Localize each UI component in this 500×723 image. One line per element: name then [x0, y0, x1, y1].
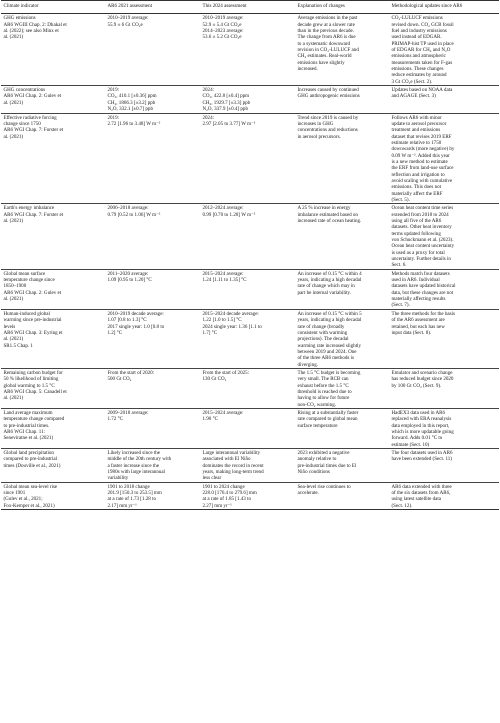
cell-text-line: 1980s with large interannual: [107, 469, 166, 476]
cell-text-line: Methods match four datasets: [391, 270, 450, 277]
cell-text-line: CO₂, 410.1 [±0.36] ppm: [107, 93, 157, 100]
cell-text-line: Niño conditions: [297, 469, 330, 476]
cell-text-line: temperature change compared: [3, 416, 65, 423]
cell-text-line: 2024:: [202, 114, 214, 121]
cell-text-line: (Sect. 5).: [391, 196, 410, 203]
cell-explanation: [295, 269, 389, 309]
cell-text-line: al. (2021): [3, 133, 24, 140]
cell-text-line: compared to pre-industrial: [3, 456, 58, 463]
cell-text-line: extended from 2018 to 2024: [391, 211, 449, 218]
cell-text-line: SR1.5 Chap. 1: [3, 342, 33, 349]
cell-text-line: 1901 to 2018 change: [107, 483, 150, 490]
cell-text-line: 2012–2024 average:: [202, 205, 244, 212]
header-explanation: Explanation of changes: [295, 1, 389, 14]
cell-text-line: Global land precipitation: [3, 450, 54, 457]
cell-text-line: al. (2022); see also Minx et: [3, 28, 59, 35]
cell-text-line: CH₄ estimates. Real-world: [297, 53, 352, 60]
table-row: [1, 309, 499, 368]
cell-explanation: [295, 408, 389, 448]
cell-text-line: An increase of 0.15 °C within 4: [297, 270, 362, 277]
cell-text-line: Sect. 6.: [391, 262, 407, 269]
cell-text-line: 228.0 [176.4 to 279.6] mm: [202, 490, 257, 497]
cell-text-line: associated with El Niño: [202, 456, 251, 463]
cell-text-line: using latest satellite data: [391, 496, 441, 503]
cell-text-line: Likely increased since the: [107, 450, 161, 457]
cell-text-line: GHG concentrations: [3, 87, 46, 94]
cell-text-line: 2015–2024 decade average:: [202, 310, 259, 317]
cell-ar6-assessment: [105, 14, 200, 86]
cell-text-line: 2024:: [202, 87, 214, 94]
cell-text-line: input data (Sect. 8).: [391, 329, 432, 336]
cell-text-line: AR6 WGI Chap. 2: Gulev et: [3, 93, 62, 100]
cell-text-line: used in AR6. Individual: [391, 277, 440, 284]
cell-text-line: concentrations and reductions: [297, 127, 358, 134]
cell-text-line: retained, but each has new: [391, 323, 445, 330]
cell-text-line: between 2019 and 2024. One: [297, 348, 357, 355]
cell-text-line: in aerosol precursors.: [297, 133, 341, 140]
cell-explanation: [295, 204, 389, 269]
cell-text-line: diverging.: [297, 361, 319, 368]
cell-text-line: 2011–2020 average:: [107, 270, 149, 277]
cell-text-line: The four datasets used in AR6: [391, 450, 453, 457]
cell-text-line: 2019:: [107, 114, 119, 121]
cell-2024-assessment: [200, 309, 295, 368]
cell-text-line: Ocean heat content time series: [391, 205, 454, 212]
cell-text-line: 1.72 °C: [107, 416, 123, 423]
cell-methodological-updates: [389, 86, 499, 113]
table-row: [1, 449, 499, 483]
cell-text-line: accelerate.: [297, 490, 319, 497]
cell-methodological-updates: [389, 408, 499, 448]
cell-text-line: Emulator and scenario change: [391, 369, 453, 376]
cell-text-line: 2009–2018 average:: [107, 409, 149, 416]
cell-text-line: estimate (Sect. 10): [391, 441, 430, 448]
cell-text-line: and AGAGE (Sect. 3): [391, 93, 436, 100]
cell-text-line: fuel and industry emissions: [391, 28, 447, 35]
cell-text-line: part be internal variability.: [297, 289, 351, 296]
cell-text-line: (Sect. 7).: [391, 302, 410, 309]
cell-text-line: AR6 WGI Chap. 2: Gulev et: [3, 289, 62, 296]
cell-methodological-updates: [389, 309, 499, 368]
cell-text-line: 2015–2024 average:: [202, 409, 244, 416]
cell-text-line: data, but these changes are not: [391, 289, 454, 296]
table-row: [1, 113, 499, 204]
cell-text-line: consistent with warming: [297, 329, 348, 336]
cell-text-line: used instead of EDGAR.: [391, 34, 442, 41]
cell-text-line: 0.99 [0.70 to 1.28] W m⁻²: [202, 211, 256, 218]
cell-methodological-updates: [389, 368, 499, 408]
cell-text-line: forward. Adds 0.01 °C to: [391, 435, 443, 442]
cell-text-line: reduce estimates by around: [391, 72, 447, 79]
cell-text-line: replaced with ERA reanalysis: [391, 416, 452, 423]
cell-explanation: [295, 86, 389, 113]
cell-text-line: 2.17] mm yr⁻¹: [107, 502, 137, 509]
cell-climate-indicator: [1, 309, 105, 368]
cell-text-line: terms updated following: [391, 230, 441, 237]
cell-text-line: treatment and emissions: [391, 127, 441, 134]
cell-text-line: 2010–2019 decade average:: [107, 310, 164, 317]
cell-text-line: 2010–2019 average:: [202, 15, 244, 22]
cell-text-line: is a new method to estimate: [391, 158, 448, 165]
cell-text-line: which is more updatable going: [391, 429, 454, 435]
cell-text-line: From the start of 2020:: [107, 369, 155, 376]
cell-text-line: A 25 % increase in energy: [297, 205, 351, 212]
header-2024-assessment: This 2024 assessment: [200, 1, 295, 14]
cell-text-line: revision in CO₂-LULUCF and: [297, 47, 359, 54]
table-row: [1, 269, 499, 309]
table-row: [1, 408, 499, 448]
cell-2024-assessment: [200, 408, 295, 448]
cell-text-line: Human-induced global: [3, 310, 50, 317]
cell-text-line: reflection and irrigation to: [391, 171, 445, 178]
cell-text-line: PRIMAP-hist TP used in place: [391, 40, 454, 47]
cell-text-line: 1901 to 2024 change: [202, 483, 245, 490]
cell-explanation: [295, 309, 389, 368]
cell-text-line: the ERF from land-use surface: [391, 165, 454, 172]
cell-text-line: Global mean sea-level rise: [3, 483, 58, 490]
cell-2024-assessment: [200, 368, 295, 408]
cell-text-line: al. (2021): [3, 296, 24, 303]
cell-ar6-assessment: [105, 449, 200, 483]
cell-ar6-assessment: [105, 204, 200, 269]
cell-text-line: 1.07 [0.8 to 1.3] °C: [107, 317, 147, 324]
cell-text-line: 2019:: [107, 87, 119, 94]
cell-text-line: 1.09 [0.95 to 1.20] °C: [107, 277, 152, 284]
cell-text-line: emissions. This does not: [391, 184, 442, 191]
cell-text-line: Fox-Kemper et al., 2021): [3, 502, 55, 509]
cell-text-line: has reduced budget since 2020: [391, 376, 454, 383]
cell-text-line: by 100 Gt CO₂ (Sect. 9).: [391, 382, 442, 389]
cell-text-line: change since 1750: [3, 120, 41, 127]
cell-text-line: middle of the 20th century with: [107, 456, 172, 463]
cell-text-line: 1.24 [1.11 to 1.35] °C: [202, 277, 247, 284]
cell-text-line: From the start of 2025:: [202, 369, 250, 376]
cell-text-line: of EDGAR for CH₄ and N₂O: [391, 47, 451, 54]
cell-text-line: 2010–2019 average:: [107, 15, 149, 22]
cell-text-line: CO₂, 422.8 [±0.4] ppm: [202, 93, 250, 100]
cell-text-line: 0.79 [0.52 to 1.06] W m⁻²: [107, 211, 161, 218]
cell-ar6-assessment: [105, 368, 200, 408]
cell-text-line: increased rate of ocean heating.: [297, 218, 362, 224]
cell-text-line: increases in GHG: [297, 120, 334, 127]
table-row: [1, 368, 499, 408]
cell-text-line: years, indicating a high decadal: [297, 317, 362, 324]
climate-indicators-table: [1, 0, 499, 510]
cell-text-line: Global mean surface: [3, 270, 46, 277]
cell-text-line: Increases caused by continued: [297, 87, 359, 94]
cell-text-line: 1850–1900: [3, 283, 27, 290]
cell-text-line: 2.27] mm yr⁻¹: [202, 502, 232, 509]
cell-text-line: datasets have updated historical: [391, 283, 456, 290]
cell-text-line: global warming to 1.5 °C: [3, 382, 55, 389]
cell-text-line: al. (2021): [3, 99, 24, 106]
cell-text-line: Follows AR6 with minor: [391, 114, 442, 121]
cell-text-line: al. (2021): [3, 34, 24, 41]
cell-text-line: The 1.5 °C budget is becoming: [297, 369, 361, 376]
cell-text-line: 1.2] °C: [107, 329, 123, 336]
cell-climate-indicator: [1, 204, 105, 269]
cell-methodological-updates: [389, 204, 499, 269]
cell-text-line: 3 Gt CO₂e (Sect. 2).: [391, 78, 433, 85]
cell-climate-indicator: [1, 113, 105, 204]
cell-text-line: very small. The RCB can: [297, 376, 349, 383]
cell-text-line: al. (2021): [3, 395, 24, 402]
cell-text-line: threshold is reached due to: [297, 388, 352, 395]
cell-text-line: Trend since 2019 is caused by: [297, 114, 359, 121]
cell-text-line: Average emissions in the past: [297, 15, 358, 22]
cell-text-line: emissions and atmospheric: [391, 53, 446, 60]
cell-text-line: update to aerosol precursor: [391, 120, 447, 127]
cell-ar6-assessment: [105, 309, 200, 368]
cell-text-line: N₂O, 332.1 [±0.7] ppb: [107, 106, 153, 113]
cell-text-line: AR6 WGI Chap. 7: Forster et: [3, 211, 64, 218]
cell-text-line: (Sect. 12).: [391, 502, 413, 509]
cell-text-line: 2015–2024 average:: [202, 270, 244, 277]
cell-text-line: CO₂-LULUCF emissions: [391, 15, 443, 22]
cell-text-line: 53.6 ± 5.2 Gt CO₂e: [202, 34, 242, 41]
cell-text-line: dominates the record in recent: [202, 462, 264, 469]
cell-text-line: increased.: [297, 66, 318, 73]
cell-2024-assessment: [200, 482, 295, 509]
cell-text-line: Remaining carbon budget for: [3, 369, 63, 376]
cell-text-line: emissions have slightly: [297, 59, 345, 66]
cell-ar6-assessment: [105, 86, 200, 113]
cell-text-line: of the AR6 assessment are: [391, 317, 445, 324]
cell-text-line: 2.97 [2.05 to 3.77] W m⁻²: [202, 120, 256, 127]
header-methodological-updates: Methodological updates since AR6: [389, 1, 499, 14]
cell-text-line: Land average maximum: [3, 409, 53, 416]
cell-text-line: at a rate of 1.73 [1.28 to: [107, 496, 156, 503]
cell-text-line: rate of change which may in: [297, 283, 355, 290]
cell-text-line: al. (2021): [3, 336, 24, 343]
table-row: [1, 86, 499, 113]
cell-text-line: CH₄, 1929.7 [±3.3] ppb: [202, 99, 251, 106]
cell-text-line: is used as a proxy for total: [391, 249, 445, 256]
cell-explanation: [295, 482, 389, 509]
cell-text-line: 500 Gt CO₂: [107, 376, 132, 383]
cell-text-line: decade grew at a slower rate: [297, 21, 355, 28]
cell-text-line: AR6 WGI Chap. 7: Forster et: [3, 127, 64, 134]
header-ar6-assessment: AR6 2021 assessment: [105, 1, 200, 14]
cell-2024-assessment: [200, 113, 295, 204]
cell-text-line: than in the previous decade.: [297, 28, 354, 35]
cell-text-line: 2024 single year: 1.36 [1.1 to: [202, 323, 262, 330]
cell-text-line: times (Douville et al., 2021): [3, 462, 61, 469]
cell-text-line: AR6 WGIII Chap. 2: Dhakal et: [3, 21, 67, 28]
table-row: [1, 14, 499, 86]
cell-climate-indicator: [1, 482, 105, 509]
table-header-row: [1, 1, 499, 14]
cell-text-line: using all five of the AR6: [391, 218, 442, 224]
cell-text-line: anomaly relative to: [297, 456, 337, 463]
cell-text-line: warming since pre-industrial: [3, 317, 62, 324]
cell-text-line: estimate relative to 1750: [391, 139, 442, 146]
cell-text-line: exhaust before the 1.5 °C: [297, 382, 349, 389]
cell-text-line: avoid scaling with cumulative: [391, 177, 453, 184]
cell-2024-assessment: [200, 86, 295, 113]
cell-climate-indicator: [1, 408, 105, 448]
cell-methodological-updates: [389, 113, 499, 204]
cell-text-line: having to allow for future: [297, 395, 350, 402]
cell-text-line: materially affecting results: [391, 296, 446, 303]
cell-text-line: AR6 WGI Chap. 3: Eyring et: [3, 329, 63, 336]
cell-text-line: to a systematic downward: [297, 40, 351, 47]
cell-text-line: 55.9 ± 6 Gt CO₂e: [107, 21, 143, 28]
cell-2024-assessment: [200, 14, 295, 86]
cell-text-line: Updates based on NOAA data: [391, 87, 453, 94]
cell-explanation: [295, 14, 389, 86]
cell-2024-assessment: [200, 449, 295, 483]
cell-ar6-assessment: [105, 408, 200, 448]
cell-text-line: downwards (more negative) by: [391, 146, 455, 153]
cell-text-line: GHG emissions: [3, 15, 36, 22]
cell-text-line: have been extended (Sect. 11): [391, 456, 452, 463]
cell-text-line: AR6 WGI Chap. 11:: [3, 429, 45, 435]
cell-text-line: imbalance estimated based on: [297, 211, 358, 218]
cell-text-line: GHG anthropogenic emissions: [297, 93, 360, 100]
cell-text-line: 1.90 °C: [202, 416, 218, 423]
cell-text-line: Rising at a substantially faster: [297, 409, 359, 416]
cell-climate-indicator: [1, 368, 105, 408]
cell-text-line: 52.9 ± 5.4 Gt CO₂e: [202, 21, 242, 28]
cell-2024-assessment: [200, 204, 295, 269]
cell-text-line: 0.09 W m⁻². Added this year: [391, 152, 450, 159]
cell-text-line: variability: [107, 475, 129, 482]
cell-text-line: 1.22 [1.0 to 1.5] °C: [202, 317, 242, 324]
cell-text-line: 2.72 [1.96 to 3.48] W m⁻²: [107, 120, 161, 127]
cell-text-line: AR6 data extended with three: [391, 483, 452, 490]
cell-text-line: 2023 exhibited a negative: [297, 450, 350, 457]
cell-text-line: al. (2021): [3, 218, 24, 224]
cell-text-line: 50 % likelihood of limiting: [3, 376, 59, 383]
cell-text-line: von Schuckmann et al. (2023).: [391, 237, 454, 244]
cell-text-line: materially affect the ERF: [391, 190, 443, 197]
cell-text-line: HadEX3 data used in AR6: [391, 409, 446, 416]
cell-text-line: less clear: [202, 475, 222, 482]
cell-text-line: Earth's energy imbalance: [3, 205, 55, 212]
cell-text-line: 2006–2018 average:: [107, 205, 149, 212]
cell-text-line: 2014–2023 average:: [202, 28, 244, 35]
cell-text-line: Ocean heat content uncertainty: [391, 243, 455, 250]
cell-text-line: a faster increase since the: [107, 462, 160, 469]
cell-text-line: projections). The decadal: [297, 336, 349, 343]
cell-text-line: CH₄, 1866.3 [±3.2] ppb: [107, 99, 156, 106]
cell-methodological-updates: [389, 449, 499, 483]
cell-text-line: of the six datasets from AR6,: [391, 490, 451, 497]
cell-text-line: rate of change (broadly: [297, 323, 345, 330]
cell-text-line: N₂O, 337.9 [±0.4] ppb: [202, 106, 248, 113]
cell-text-line: at a rate of 1.85 [1.43 to: [202, 496, 251, 503]
cell-ar6-assessment: [105, 269, 200, 309]
cell-explanation: [295, 368, 389, 408]
cell-text-line: temperature change since: [3, 277, 55, 284]
cell-text-line: AR6 WGI Chap. 5: Canadell et: [3, 388, 67, 395]
cell-text-line: levels: [3, 323, 16, 330]
cell-text-line: 201.9 [150.3 to 253.5] mm: [107, 490, 162, 497]
table-row: [1, 482, 499, 509]
cell-text-line: Effective radiative forcing: [3, 114, 57, 121]
cell-text-line: pre-industrial times due to El: [297, 462, 357, 469]
table-body: [1, 14, 499, 510]
cell-2024-assessment: [200, 269, 295, 309]
table-row: [1, 204, 499, 269]
cell-text-line: 2017 single year: 1.0 [0.8 to: [107, 323, 165, 330]
cell-text-line: Large interannual variability: [202, 450, 261, 457]
cell-text-line: to pre-industrial times.: [3, 422, 50, 429]
cell-methodological-updates: [389, 14, 499, 86]
cell-text-line: Seneviratne et al. (2021): [3, 435, 54, 442]
cell-explanation: [295, 113, 389, 204]
header-climate-indicator: Climate indicator: [1, 1, 105, 14]
cell-methodological-updates: [389, 482, 499, 509]
cell-text-line: of the three AR6 methods is: [297, 355, 354, 362]
cell-text-line: 1.7] °C: [202, 329, 218, 336]
cell-text-line: 130 Gt CO₂: [202, 376, 227, 383]
cell-ar6-assessment: [105, 113, 200, 204]
cell-text-line: The change from AR6 is due: [297, 34, 356, 41]
cell-text-line: emissions. These changes: [391, 66, 444, 73]
cell-text-line: measurements taken for F-gas: [391, 59, 453, 66]
cell-text-line: The three methods for the basis: [391, 310, 455, 317]
cell-text-line: years, indicating a high decadal: [297, 277, 362, 284]
cell-climate-indicator: [1, 86, 105, 113]
cell-explanation: [295, 449, 389, 483]
cell-text-line: revised down. CO₂ GCB fossil: [391, 21, 454, 28]
cell-text-line: An increase of 0.15 °C within 5: [297, 310, 362, 317]
cell-text-line: since 1901: [3, 490, 26, 497]
cell-climate-indicator: [1, 449, 105, 483]
cell-text-line: rate compared to global mean: [297, 416, 358, 423]
cell-text-line: data employed in this report,: [391, 422, 450, 429]
cell-ar6-assessment: [105, 482, 200, 509]
cell-climate-indicator: [1, 14, 105, 86]
cell-text-line: non-CO₂ warming.: [297, 401, 336, 408]
cell-text-line: years, making long-term trend: [202, 469, 264, 476]
cell-text-line: uncertainty. Further details in: [391, 256, 451, 263]
cell-text-line: datasets. Other heat inventory: [391, 224, 452, 231]
cell-text-line: Sea-level rise continues to: [297, 483, 351, 490]
cell-text-line: dataset that revises 2019 ERF: [391, 133, 452, 140]
cell-text-line: (Gulev et al., 2021;: [3, 496, 43, 503]
cell-climate-indicator: [1, 269, 105, 309]
cell-text-line: surface temperature: [297, 422, 338, 429]
cell-methodological-updates: [389, 269, 499, 309]
cell-text-line: warming rate increased slightly: [297, 342, 361, 349]
